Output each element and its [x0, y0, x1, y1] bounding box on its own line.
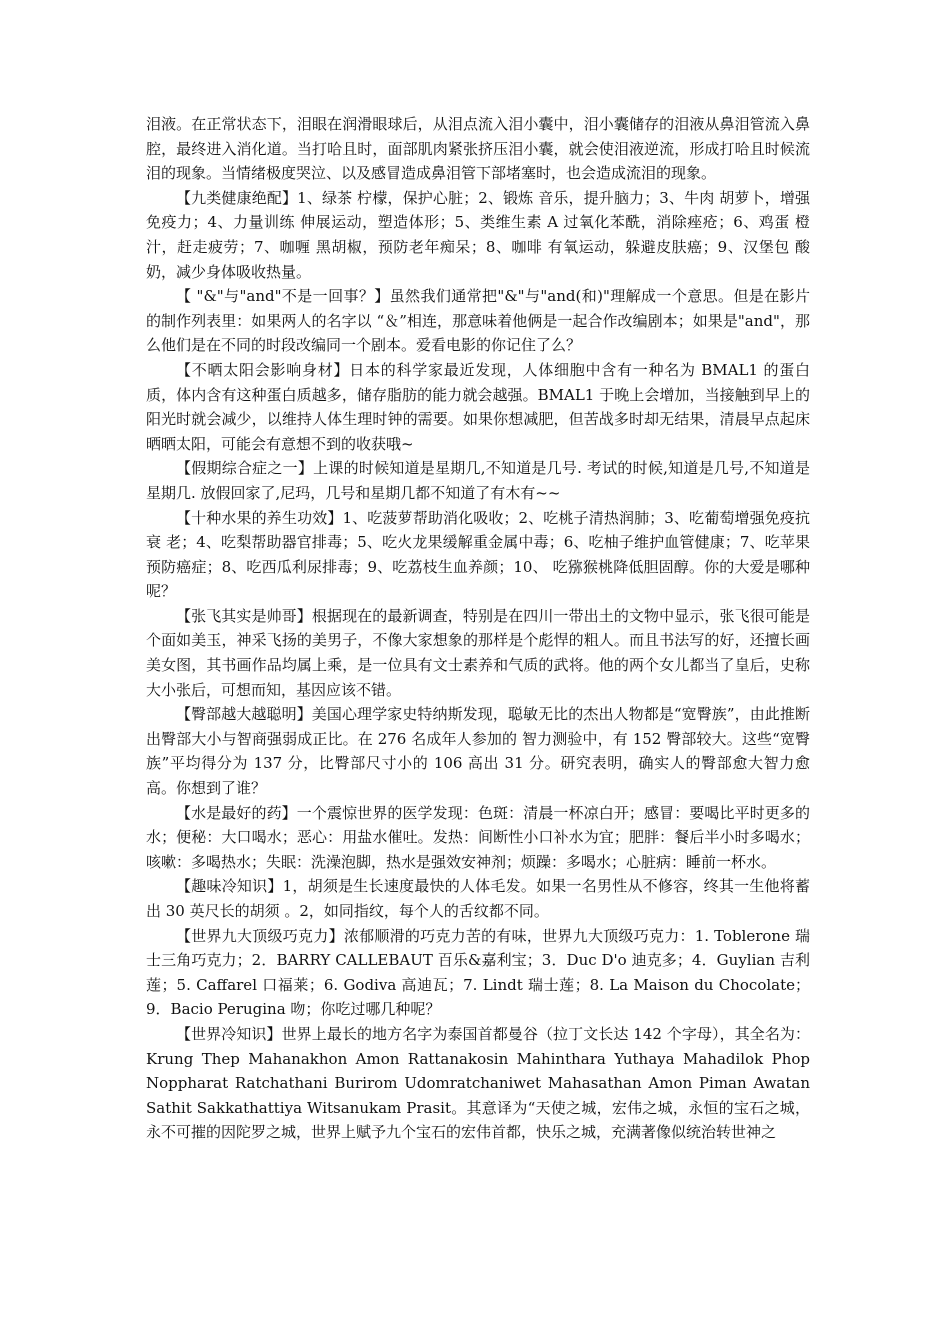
paragraph-ten-fruits: 【十种水果的养生功效】1、吃菠萝帮助消化吸收；2、吃桃子清热润肺；3、吃葡萄增强免疫抗衰 老；4、吃梨帮助器官排毒；5、吃火龙果缓解重金属中毒；6、吃柚子维护血管健康；7、吃苹果预防癌症；8、吃西瓜利尿排毒；9、吃荔枝生血养颜；10、 吃猕猴桃降低胆固醇。你的大爱是哪种呢？ [146, 508, 810, 601]
paragraph-zhang-fei: 【张飞其实是帅哥】根据现在的最新调查，特别是在四川一带出土的文物中显示，张飞很可能是个面如美玉，神采飞扬的美男子，不像大家想象的那样是个彪悍的粗人。而且书法写的好，还擅长画美女图，其书画作品均属上乘，是一位具有文士素养和气质的武将。他的两个女儿都当了皇后，史称大小张后，可想而知，基因应该不错。 [146, 606, 810, 699]
paragraph-sunlight-body: 【不晒太阳会影响身材】日本的科学家最近发现，人体细胞中含有一种名为 BMAL1 的蛋白质，体内含有这种蛋白质越多，储存脂肪的能力就会越强。BMAL1 于晚上会增加，当接触到早上的阳光时就会减少，以维持人体生理时钟的需要。如果你想减肥，但苦战多时却无结果，清晨早点起床晒晒太阳，可能会有意想不到的收获哦~ [146, 360, 810, 453]
document-body [146, 112, 810, 1145]
paragraph-bangkok-name: 【世界冷知识】世界上最长的地方名字为泰国首都曼谷（拉丁文长达 142 个字母），其全名为：Krung Thep Mahanakhon Amon Rattanakosin Mahinthara Yuthaya Mahadilok Phop Noppharat Ratchathani Burirom Udomratchaniwet Mahasathan Amon Piman Awatan Sathit Sakkathattiya Witsanukam Prasit。其意译为“天使之城，宏伟之城，永恒的宝石之城，永不可摧的因陀罗之城，世界上赋予九个宝石的宏伟首都，快乐之城，充满著像似统治转世神之 [146, 1024, 810, 1142]
paragraph-tear-continuation: 泪液。在正常状态下，泪眼在润滑眼球后，从泪点流入泪小囊中，泪小囊储存的泪液从鼻泪管流入鼻腔，最终进入消化道。当打哈且时，面部肌肉紧张挤压泪小囊，就会使泪液逆流，形成打哈且时候流泪的现象。当情绪极度哭泣、以及感冒造成鼻泪管下部堵塞时，也会造成流泪的现象。 [146, 115, 810, 183]
paragraph-fun-facts: 【趣味冷知识】1，胡须是生长速度最快的人体毛发。如果一名男性从不修容，终其一生他将蓄出 30 英尺长的胡须 。2，如同指纹，每个人的舌纹都不同。 [146, 877, 810, 920]
paragraph-water-medicine: 【水是最好的药】一个震惊世界的医学发现：色斑：清晨一杯凉白开；感冒：要喝比平时更多的水；便秘：大口喝水；恶心：用盐水催吐。发热：间断性小口补水为宜；肥胖：餐后半小时多喝水；咳嗽：多喝热水；失眠：洗澡泡脚，热水是强效安神剂；烦躁：多喝水；心脏病：睡前一杯水。 [146, 803, 810, 871]
paragraph-chocolates: 【世界九大顶级巧克力】浓郁顺滑的巧克力苦的有味，世界九大顶级巧克力：1. Toblerone 瑞士三角巧克力；2．BARRY CALLEBAUT 百乐&嘉利宝；3．Duc D'o 迪克多；4．Guylian 吉利莲；5. Caffarel 口福莱；6. Godiva 高迪瓦；7. Lindt 瑞士莲；8. La Maison du Chocolate；9．Bacio Perugina 吻；你吃过哪几种呢？ [146, 926, 810, 1019]
paragraph-holiday-syndrome: 【假期综合症之一】上课的时候知道是星期几,不知道是几号. 考试的时候,知道是几号,不知道是星期几. 放假回家了,尼玛，几号和星期几都不知道了有木有~~ [146, 459, 810, 502]
paragraph-hips-intelligence: 【臀部越大越聪明】美国心理学家史特纳斯发现，聪敏无比的杰出人物都是“宽臀族”，由此推断出臀部大小与智商强弱成正比。在 276 名成年人参加的 智力测验中，有 152 臀部较大。这些“宽臀族”平均得分为 137 分，比臀部尺寸小的 106 高出 31 分。研究表明，确实人的臀部愈大智力愈高。你想到了谁？ [146, 705, 810, 798]
paragraph-health-pairings: 【九类健康绝配】1、绿茶 柠檬，保护心脏；2、锻炼 音乐，提升脑力；3、牛肉 胡萝卜，增强免疫力；4、力量训练 伸展运动，塑造体形；5、类维生素 A 过氧化苯酰，消除痤疮；6、鸡蛋 橙汁，赶走疲劳；7、咖喱 黑胡椒，预防老年痴呆；8、咖啡 有氧运动，躲避皮肤癌；9、汉堡包 酸奶，减少身体吸收热量。 [146, 188, 810, 281]
paragraph-ampersand-and: 【 "&"与"and"不是一回事？】虽然我们通常把"&"与"and(和)"理解成一个意思。但是在影片的制作列表里：如果两人的名字以 “＆”相连，那意味着他俩是一起合作改编剧本；如果是"and"，那么他们是在不同的时段改编同一个剧本。爱看电影的你记住了么？ [146, 287, 810, 355]
